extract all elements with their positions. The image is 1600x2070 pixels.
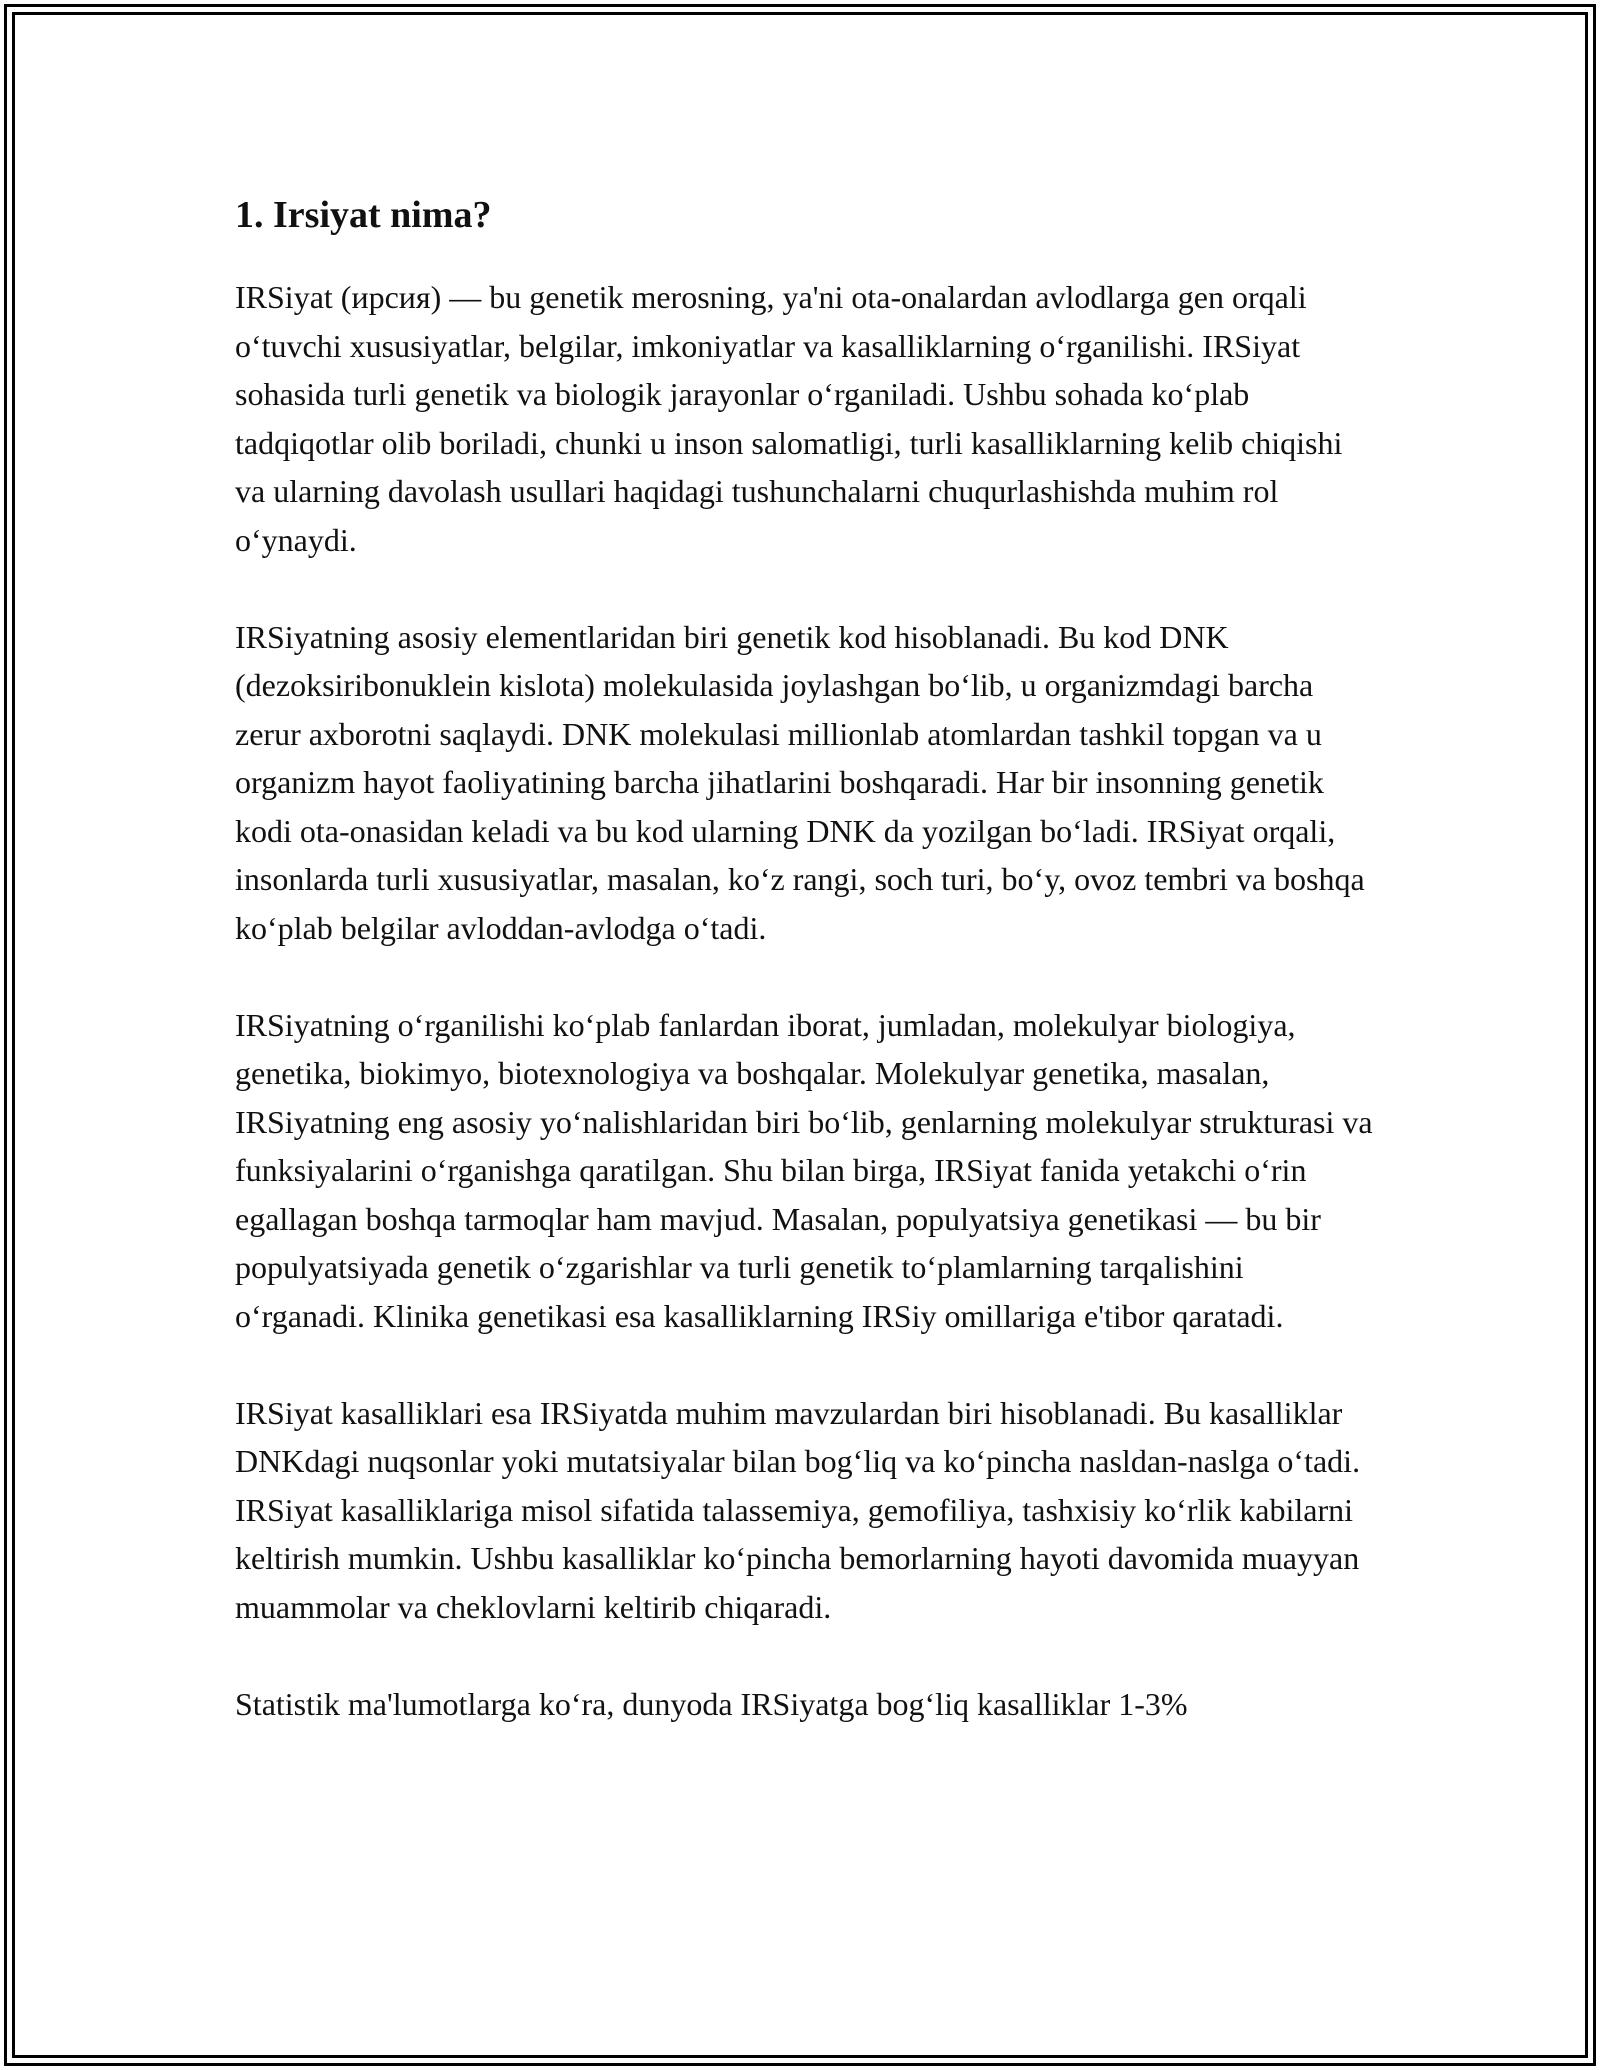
paragraph-3: IRSiyatning oʻrganilishi koʻplab fanlardan iborat, jumladan, molekulyar biologiya, genetika, biokimyo, biotexnologiya va boshqalar. Molekulyar genetika, masalan, IRSiyatning eng asosiy yoʻnalishlaridan biri boʻlib, genlarning molekulyar strukturasi va funksiyalarini oʻrganishga qaratilgan. Shu bilan birga, IRSiyat fanida yetakchi oʻrin egallagan boshqa tarmoqlar ham mavjud. Masalan, populyatsiya genetikasi — bu bir populyatsiyada genetik oʻzgarishlar va turli genetik toʻplamlarning tarqalishini oʻrganadi. Klinika genetikasi esa kasalliklarning IRSiy omillariga e'tibor qaratadi. (235, 1006, 1373, 1334)
paragraph-1: IRSiyat (ирсия) — bu genetik merosning, ya'ni ota-onalardan avlodlarga gen orqali oʻtuvchi xususiyatlar, belgilar, imkoniyatlar va kasalliklarning oʻrganilishi. IRSiyat sohasida turli genetik va biologik jarayonlar oʻrganiladi. Ushbu sohada koʻplab tadqiqotlar olib boriladi, chunki u inson salomatligi, turli kasalliklarning kelib chiqishi va ularning davolash usullari haqidagi tushunchalarni chuqurlashishda muhim rol oʻynaydi. (235, 279, 1343, 558)
document-body (235, 185, 1375, 1777)
section-heading: 1. Irsiyat nima? (235, 194, 492, 236)
paragraph-4: IRSiyat kasalliklari esa IRSiyatda muhim mavzulardan biri hisoblanadi. Bu kasalliklar DNKdagi nuqsonlar yoki mutatsiyalar bilan bogʻliq va koʻpincha nasldan-naslga oʻtadi. IRSiyat kasalliklariga misol sifatida talassemiya, gemofiliya, tashxisiy koʻrlik kabilarni keltirish mumkin. Ushbu kasalliklar koʻpincha bemorlarning hayoti davomida muayyan muammolar va cheklovlarni keltirib chiqaradi. (235, 1394, 1361, 1625)
paragraph-5: Statistik ma'lumotlarga koʻra, dunyoda IRSiyatga bogʻliq kasalliklar 1-3% (235, 1685, 1188, 1722)
paragraph-2: IRSiyatning asosiy elementlaridan biri genetik kod hisoblanadi. Bu kod DNK (dezoksiribonuklein kislota) molekulasida joylashgan boʻlib, u organizmdagi barcha zerur axborotni saqlaydi. DNK molekulasi millionlab atomlardan tashkil topgan va u organizm hayot faoliyatining barcha jihatlarini boshqaradi. Har bir insonning genetik kodi ota-onasidan keladi va bu kod ularning DNK da yozilgan boʻladi. IRSiyat orqali, insonlarda turli xususiyatlar, masalan, koʻz rangi, soch turi, boʻy, ovoz tembri va boshqa koʻplab belgilar avloddan-avlodga oʻtadi. (235, 618, 1365, 946)
